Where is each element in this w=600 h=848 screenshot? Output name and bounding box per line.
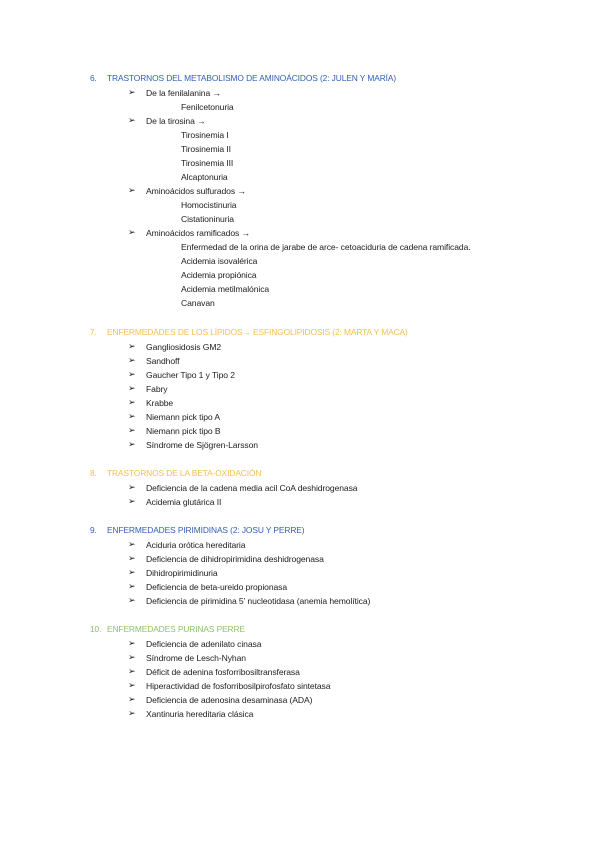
list-item: Aminoácidos ramificados → [146,228,251,238]
sub-list-item: Enfermedad de la orina de jarabe de arce- cetoaciduria de cadena ramificada. [181,242,471,252]
bullet-icon: ➢ [128,227,136,237]
sub-list-item: Acidemia propiónica [181,270,257,280]
list-item: Aciduria orótica hereditaria [146,540,246,550]
section-heading: 10. ENFERMEDADES PURINAS PERRE [90,624,245,634]
section-heading: 8. TRASTORNOS DE LA BETA-OXIDACIÓN [90,468,262,478]
list-item: Krabbe [146,398,174,408]
bullet-icon: ➢ [128,539,136,549]
bullet-icon: ➢ [128,680,136,690]
list-item: Gaucher Tipo 1 y Tipo 2 [146,370,235,380]
sub-list-item: Acidemia metilmalónica [181,284,270,294]
bullet-icon: ➢ [128,567,136,577]
sub-list-item: Tirosinemia III [181,158,234,168]
sub-list-item: Acidemia isovalérica [181,256,258,266]
bullet-icon: ➢ [128,708,136,718]
list-item: Deficiencia de beta-ureido propionasa [146,582,288,592]
list-item: Acidemia glutárica II [146,497,222,507]
section-heading: 7. ENFERMEDADES DE LOS LÍPIDOS→ ESFINGOLIPIDOSIS (2: MARTA Y MACA) [90,327,408,337]
bullet-icon: ➢ [128,383,136,393]
sub-list-item: Canavan [181,298,215,308]
list-item: Sandhoff [146,356,180,366]
list-item: Gangliosidosis GM2 [146,342,222,352]
sub-list-item: Tirosinemia II [181,144,231,154]
bullet-icon: ➢ [128,581,136,591]
bullet-icon: ➢ [128,411,136,421]
list-item: Fabry [146,384,168,394]
bullet-icon: ➢ [128,496,136,506]
section-heading: 9. ENFERMEDADES PIRIMIDINAS (2: JOSU Y PERRE) [90,525,305,535]
list-item: Niemann pick tipo A [146,412,221,422]
list-item: Niemann pick tipo B [146,426,221,436]
bullet-icon: ➢ [128,341,136,351]
sub-list-item: Tirosinemia I [181,130,229,140]
bullet-icon: ➢ [128,595,136,605]
bullet-icon: ➢ [128,369,136,379]
bullet-icon: ➢ [128,638,136,648]
bullet-icon: ➢ [128,652,136,662]
list-item: Déficit de adenina fosforribosiltransferasa [146,667,300,677]
bullet-icon: ➢ [128,185,136,195]
sub-list-item: Fenilcetonuria [181,102,234,112]
list-item: Síndrome de Sjögren-Larsson [146,440,258,450]
list-item: Aminoácidos sulfurados → [146,186,246,196]
list-item: De la tirosina → [146,116,206,126]
list-item: Deficiencia de la cadena media acil CoA deshidrogenasa [146,483,358,493]
list-item: Deficiencia de dihidropirimidina deshidrogenasa [146,554,324,564]
list-item: Xantinuria hereditaria clásica [146,709,254,719]
section-heading: 6. TRASTORNOS DEL METABOLISMO DE AMINOÁCIDOS (2: JULEN Y MARÍA) [90,73,397,83]
bullet-icon: ➢ [128,87,136,97]
bullet-icon: ➢ [128,439,136,449]
list-item: Deficiencia de adenosina desaminasa (ADA) [146,695,313,705]
sub-list-item: Cistationinuria [181,214,234,224]
bullet-icon: ➢ [128,397,136,407]
bullet-icon: ➢ [128,115,136,125]
bullet-icon: ➢ [128,666,136,676]
list-item: Hiperactividad de fosforribosilpirofosfato sintetasa [146,681,331,691]
sub-list-item: Homocistinuria [181,200,237,210]
list-item: Síndrome de Lesch-Nyhan [146,653,246,663]
list-item: De la fenilalanina → [146,88,221,98]
list-item: Deficiencia de adenilato cinasa [146,639,262,649]
bullet-icon: ➢ [128,694,136,704]
bullet-icon: ➢ [128,355,136,365]
list-item: Dihidropirimidinuria [146,568,218,578]
bullet-icon: ➢ [128,425,136,435]
bullet-icon: ➢ [128,482,136,492]
bullet-icon: ➢ [128,553,136,563]
list-item: Deficiencia de pirimidina 5’ nucleotidasa (anemia hemolítica) [146,596,371,606]
sub-list-item: Alcaptonuria [181,172,228,182]
